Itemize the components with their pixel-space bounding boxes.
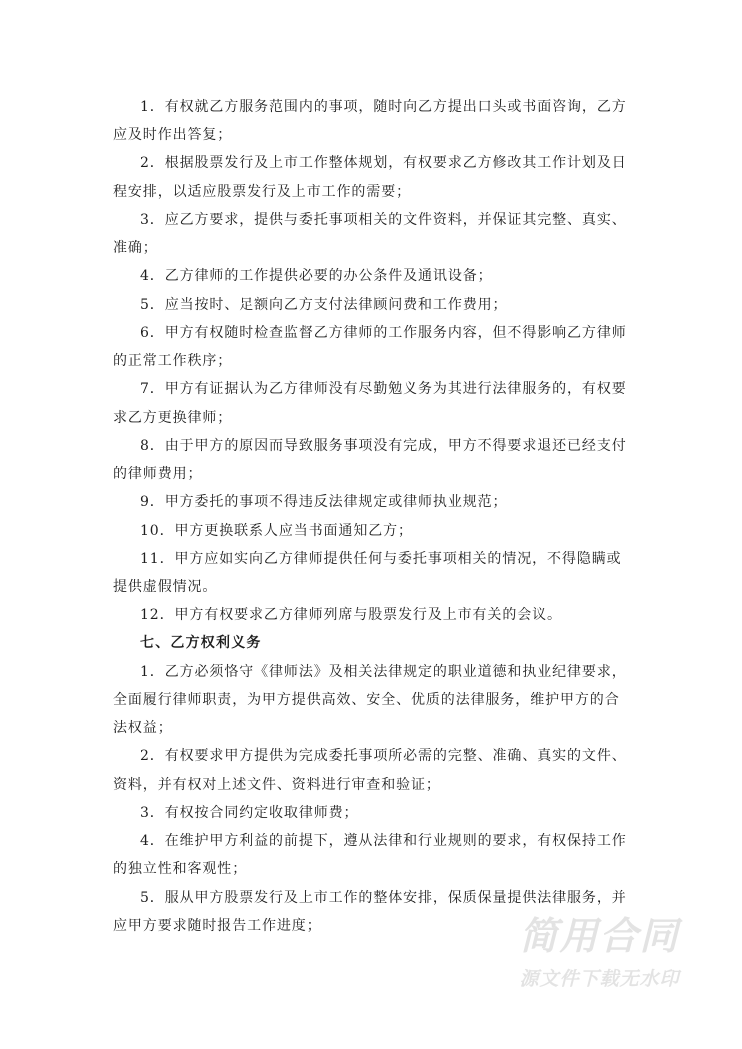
item-text: 应及时作出答复； [113, 127, 233, 144]
list-item [113, 742, 633, 798]
item-text: 在维护甲方利益的前提下，遵从法律和行业规则的要求，有权保持工作 [164, 833, 627, 850]
list-item [113, 149, 633, 205]
item-number: 1． [140, 663, 165, 680]
item-number: 9． [140, 494, 165, 511]
item-number: 4． [140, 833, 165, 850]
item-text: 根据股票发行及上市工作整体规划，有权要求乙方修改其工作计划及日 [164, 155, 627, 172]
item-number: 7． [140, 381, 165, 398]
list-item [113, 206, 633, 262]
list-item [113, 291, 633, 319]
item-text: 提供虚假情况。 [113, 578, 218, 595]
item-number: 3． [140, 211, 165, 228]
item-number: 11． [140, 550, 175, 567]
item-text: 甲方应如实向乙方律师提供任何与委托事项相关的情况，不得隐瞒或 [174, 550, 622, 567]
watermark-subtitle: 源文件下载无水印 [519, 968, 680, 990]
item-text: 资料，并有权对上述文件、资料进行审查和验证； [113, 776, 441, 793]
item-number: 6． [140, 324, 165, 341]
item-number: 5． [140, 889, 165, 906]
item-text: 甲方委托的事项不得违反法律规定或律师执业规范； [164, 494, 508, 511]
item-text: 甲方有权要求乙方律师列席与股票发行及上市有关的会议。 [174, 607, 562, 624]
item-number: 12． [140, 607, 175, 624]
item-text: 的正常工作秩序； [113, 353, 233, 370]
item-text: 有权就乙方服务范围内的事项，随时向乙方提出口头或书面咨询，乙方 [164, 99, 627, 115]
item-text: 有权按合同约定收取律师费； [164, 804, 359, 821]
item-number: 3． [140, 804, 165, 821]
item-text: 全面履行律师职责，为甲方提供高效、安全、优质的法律服务，维护甲方的合 [113, 691, 620, 708]
item-text: 有权要求甲方提供为完成委托事项所必需的完整、准确、真实的文件、 [164, 748, 627, 765]
party-a-obligations-list [113, 93, 633, 629]
item-number: 1． [140, 99, 165, 115]
party-b-rights-list [113, 658, 633, 940]
item-text: 准确； [113, 240, 158, 257]
list-item [113, 658, 633, 743]
item-text: 应当按时、足额向乙方支付法律顾问费和工作费用； [164, 296, 508, 313]
item-number: 10． [140, 522, 175, 539]
list-item [113, 601, 633, 629]
list-item [113, 319, 633, 375]
item-text: 甲方有权随时检查监督乙方律师的工作服务内容，但不得影响乙方律师 [164, 324, 627, 341]
item-text: 的独立性和客观性； [113, 861, 248, 878]
item-text: 由于甲方的原因而导致服务事项没有完成，甲方不得要求退还已经支付 [164, 437, 627, 454]
item-text: 乙方必须恪守《律师法》及相关法律规定的职业道德和执业纪律要求， [164, 663, 627, 680]
item-number: 2． [140, 155, 165, 172]
item-text: 服从甲方股票发行及上市工作的整体安排，保质保量提供法律服务，并 [164, 889, 627, 906]
item-text: 甲方更换联系人应当书面通知乙方； [174, 522, 413, 539]
list-item [113, 799, 633, 827]
item-number: 8． [140, 437, 165, 454]
watermark-title: 简用合同 [519, 914, 680, 958]
item-number: 2． [140, 748, 165, 765]
list-item [113, 545, 633, 601]
item-text: 求乙方更换律师； [113, 409, 233, 426]
list-item [113, 375, 633, 431]
list-item [113, 93, 633, 149]
list-item [113, 517, 633, 545]
item-text: 程安排，以适应股票发行及上市工作的需要； [113, 183, 411, 200]
section-heading: 七、乙方权利义务 [140, 635, 262, 652]
item-text: 甲方有证据认为乙方律师没有尽勤勉义务为其进行法律服务的，有权要 [164, 381, 627, 398]
list-item [113, 262, 633, 290]
list-item [113, 488, 633, 516]
item-text: 乙方律师的工作提供必要的办公条件及通讯设备； [164, 268, 493, 285]
item-number: 4． [140, 268, 165, 285]
item-text: 应甲方要求随时报告工作进度； [113, 917, 322, 934]
document-page [113, 93, 633, 940]
item-number: 5． [140, 296, 165, 313]
item-text: 法权益； [113, 720, 173, 737]
item-text: 应乙方要求，提供与委托事项相关的文件资料，并保证其完整、真实、 [164, 211, 627, 228]
list-item [113, 827, 633, 883]
watermark [512, 912, 687, 994]
item-text: 的律师费用； [113, 466, 203, 483]
list-item [113, 432, 633, 488]
